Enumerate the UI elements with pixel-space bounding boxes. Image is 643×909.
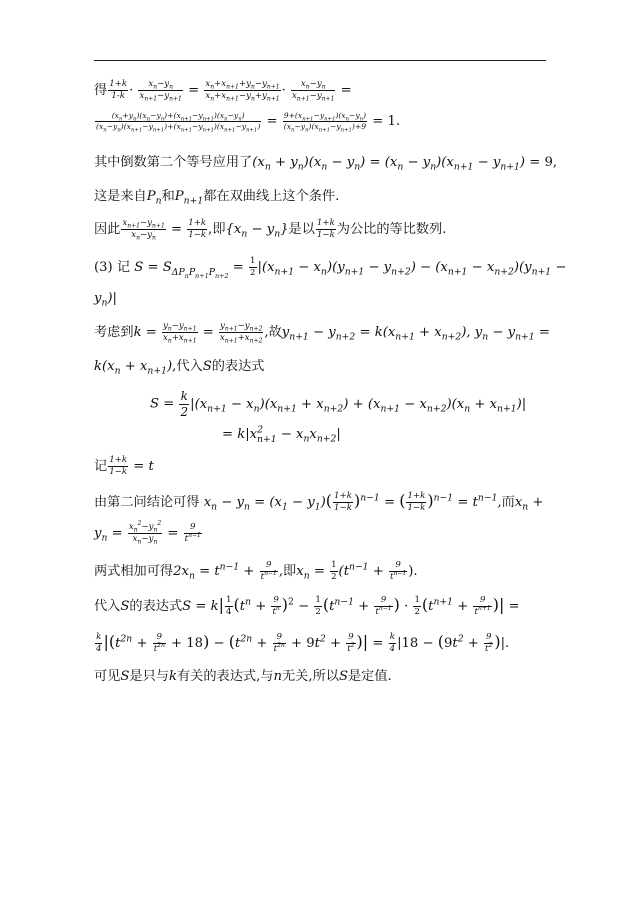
- math-line-1: 得 $\frac{1+k}{1-k}$ · $\frac{x_n-y_n}{x_{n+1}-y_{n+1}}$ = $\frac{x_n+x_{n+1}+y_n-y_{n+1}}{x_n+x_{n+1}-y_n+y_{n+1}}$ · $\frac{x_n-y_n}{x_{n+1}-y_{n+1}}$ =: [94, 79, 352, 103]
- text-line-3: 其中倒数第二个等号应用了$(x_n + y_n)(x_n - y_n) = (x_n - y_n)(x_{n+1} - y_{n+1}) = 9$,: [94, 155, 558, 173]
- text-line-4: 这是来自$P_n$和$P_{n+1}$都在双曲线上这个条件.: [94, 189, 340, 207]
- text-line-12: 记 $\frac{1+k}{1-k}$ = t: [94, 455, 154, 478]
- text-line-9: $k(x_n + x_{n+1})$,代入S的表达式: [94, 359, 265, 377]
- text-line-8: 考虑到k = $\frac{y_n-y_{n+1}}{x_n+x_{n+1}}$ = $\frac{y_{n+1}-y_{n+2}}{x_{n+1}+x_{n+2}}$ ,故$y_{n+1} - y_{n+2} = k(x_{n+1} + x_{n+2})$, $y_n - y_{n+1}$ =: [94, 321, 550, 345]
- text-line-18: 可见S是只与k有关的表达式,与n无关,所以S是定值.: [94, 669, 392, 684]
- display-equation-11: = $k|x^2_{n+1} - x_nx_{n+2}|$: [222, 424, 341, 445]
- text-line-5: 因此 $\frac{x_{n+1}-y_{n+1}}{x_n-y_n}$ = $\frac{1+k}{1-k}$ ,即$\{x_n - y_n\}$是以 $\frac{1+k}{1-k}$ 为公比的等比数列.: [94, 218, 447, 242]
- text-line-14: $y_n$ = $\frac{x_n^2-y_n^2}{x_n-y_n}$ = $\frac{9}{t^{n-1}}$: [94, 520, 201, 546]
- display-equation-10: S = $\frac{k}{2}$ $|(x_{n+1} - x_n)(x_{n+1} + x_{n+2}) + (x_{n+1} - x_{n+2})(x_n + x_{n+1})|$: [150, 389, 527, 419]
- text-line-15: 两式相加可得$2x_n = t^{n-1}$ + $\frac{9}{t^{n-1}}$ ,即$x_n$ = $\frac{1}{2}$ ($t^{n-1}$ + $\frac{9}{t^{n-1}}$ ).: [94, 560, 418, 583]
- text-line-16: 代入S的表达式S = k| $\frac{1}{4}$ ($t^n$ + $\frac{9}{t^n}$ )$^2$ − $\frac{1}{2}$ ($t^{n-1}$ + $\frac{9}{t^{n-1}}$ ) · $\frac{1}{2}$ ($t^{n+1}$ + $\frac{9}{t^{n+1}}$ )| =: [94, 594, 520, 617]
- text-line-13: 由第二问结论可得 $x_n - y_n = (x_1 - y_1)$( $\frac{1+k}{1-k}$ )$^{n-1}$ = ( $\frac{1+k}{1-k}$ )$^{n-1} = t^{n-1}$,而$x_n$ +: [94, 490, 544, 513]
- text-line-6: (3) 记 $S = S_{\Delta P_nP_{n+1}P_{n+2}}$ = $\frac{1}{2}$ $|(x_{n+1} - x_n)(y_{n+1} - y_{n+2}) - (x_{n+1} - x_{n+2})(y_{n+1}$ −: [94, 256, 567, 280]
- text-line-7: $y_n)|$: [94, 291, 117, 309]
- text-line-17: $\frac{k}{4}$ $|(t^{2n}$ + $\frac{9}{t^{2n}}$ + $18) - (t^{2n}$ + $\frac{9}{t^{2n}}$ + $9t^2$ + $\frac{9}{t^2}$ )| = $\frac{k}{4}$ $|18 - (9t^2$ + $\frac{9}{t^2}$ )|.: [96, 631, 510, 654]
- header-rule: [94, 60, 546, 61]
- math-line-2: $\frac{(x_n+y_n)(x_n-y_n)+(x_{n+1}-y_{n+1})(x_n-y_n)}{(x_n-y_n)(x_{n+1}-y_{n+1})+(x_{n+1}-y_{n+1})(x_{n+1}-y_{n+1})}$ = $\frac{9+(x_{n+1}-y_{n+1})(x_n-y_n)}{(x_n-y_n)(x_{n+1}-y_{n+1})+9}$ = 1.: [96, 111, 401, 134]
